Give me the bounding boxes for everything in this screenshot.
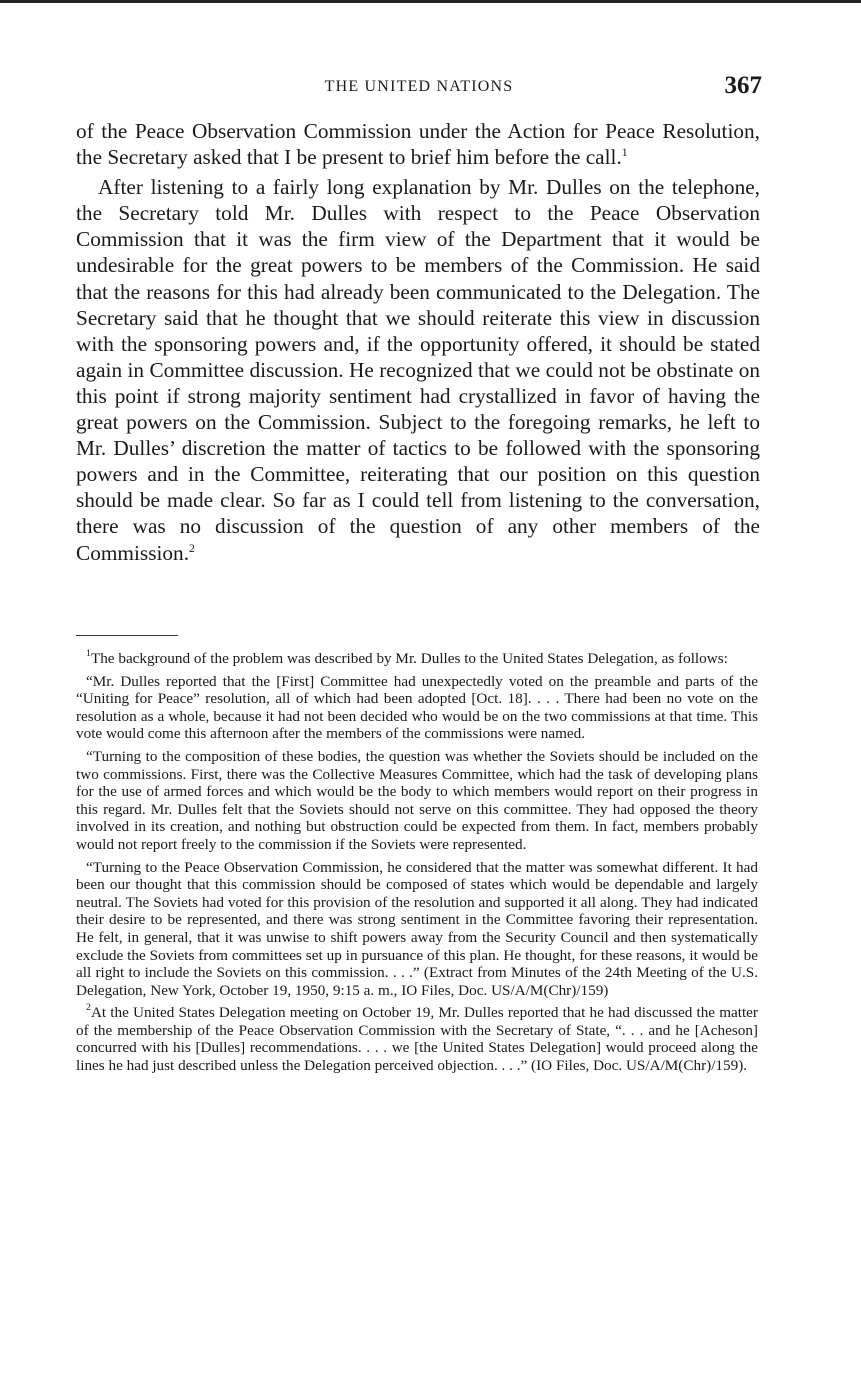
footnote-1-intro xyxy=(76,650,758,668)
footnote-1-quote-2: “Turning to the composition of these bodies, the question was whether the Soviets should be included on the two commissions. First, there was the Collective Measures Committee, which had the task of developing plans for the use of armed forces and which would be the body to which members would report on their progress in this regard. Mr. Dulles felt that the Soviets should not serve on this committee. They had opposed the theory involved in its creation, and nothing but obstruction could be expected from them. In fact, members probably would not report freely to the commission if the Soviets were represented. xyxy=(76,747,758,853)
main-text xyxy=(76,118,760,566)
page-number: 367 xyxy=(724,72,762,99)
paragraph-1-text: of the Peace Observation Commission under the Action for Peace Resolution, the Secretary asked that I be present to brief him before the call. xyxy=(76,119,760,170)
footnote-2 xyxy=(76,1004,758,1074)
footnotes xyxy=(76,650,758,1080)
footnote-2-marker: 2 xyxy=(86,1002,91,1014)
paragraph-2-text: After listening to a fairly long explanation by Mr. Dulles on the telephone, the Secretary told Mr. Dulles with respect to the Peace Observation Commission that it was the firm view of the Department that it would be undesirable for the great powers to be members of the Commission. He said that the reasons for this had already been communicated to the Delegation. The Secretary said that he thought that we should reiterate this view in discussion with the sponsoring powers and, if the opportunity offered, it should be stated again in Committee discussion. He recognized that we could not be obstinate on this point if strong majority sentiment had crystallized in favor of having the great powers on the Commission. Subject to the foregoing remarks, he left to Mr. Dulles’ discretion the matter of tactics to be followed with the sponsoring powers and in the Committee, reiterating that our position on this question should be made clear. So far as I could tell from listening to the conversation, there was no discussion of the question of any other members of the Commission. xyxy=(76,175,760,565)
running-header xyxy=(76,74,762,104)
footnote-2-text: At the United States Delegation meeting on October 19, Mr. Dulles reported that he had discussed the matter of the membership of the Peace Observation Commission with the Secretary of State, “. . . and he [Acheson] concurred with his [Dulles] recommendations. . . . we [the United States Delegation] would proceed along the lines he had just described unless the Delegation perceived objection. . . .” (IO Files, Doc. US/A/M(Chr)/159). xyxy=(76,1004,758,1075)
footnote-1-quote-1: “Mr. Dulles reported that the [First] Committee had unexpectedly voted on the preamble and parts of the “Uniting for Peace” resolution, all of which had been adopted [Oct. 18]. . . . There had been no vote on the resolution as a whole, because it had not been decided who would be on the two commissions at that time. This vote would come this afternoon after the members of the commissions were named. xyxy=(76,672,758,743)
footnote-1-marker: 1 xyxy=(86,648,91,660)
footnote-ref-2: 2 xyxy=(189,541,195,555)
footnote-1-quote-3: “Turning to the Peace Observation Commission, he considered that the matter was somewhat different. It had been our thought that this commission should be composed of states which would be dependable and largely neutral. The Soviets had voted for this provision of the resolution and supported it all along. They had indicated their desire to be represented, and there was strong sentiment in the Committee favoring their representation. He felt, in general, that it was unwise to shift powers away from the Security Council and then systematically exclude the Soviets from committees set up in pursuance of this plan. He thought, for these reasons, it would be all right to include the Soviets on this commission. . . .” (Extract from Minutes of the 24th Meeting of the U.S. Delegation, New York, October 19, 1950, 9:15 a. m., IO Files, Doc. US/A/M(Chr)/159) xyxy=(76,858,758,999)
paragraph-1 xyxy=(76,118,760,170)
paragraph-2 xyxy=(76,174,760,565)
page-top-rule xyxy=(0,0,861,3)
footnote-divider xyxy=(76,635,178,636)
running-title: THE UNITED NATIONS xyxy=(324,78,514,95)
footnote-1-intro-text: The background of the problem was described by Mr. Dulles to the United States Delegation, as follows: xyxy=(90,650,728,667)
footnote-ref-1: 1 xyxy=(621,145,628,159)
